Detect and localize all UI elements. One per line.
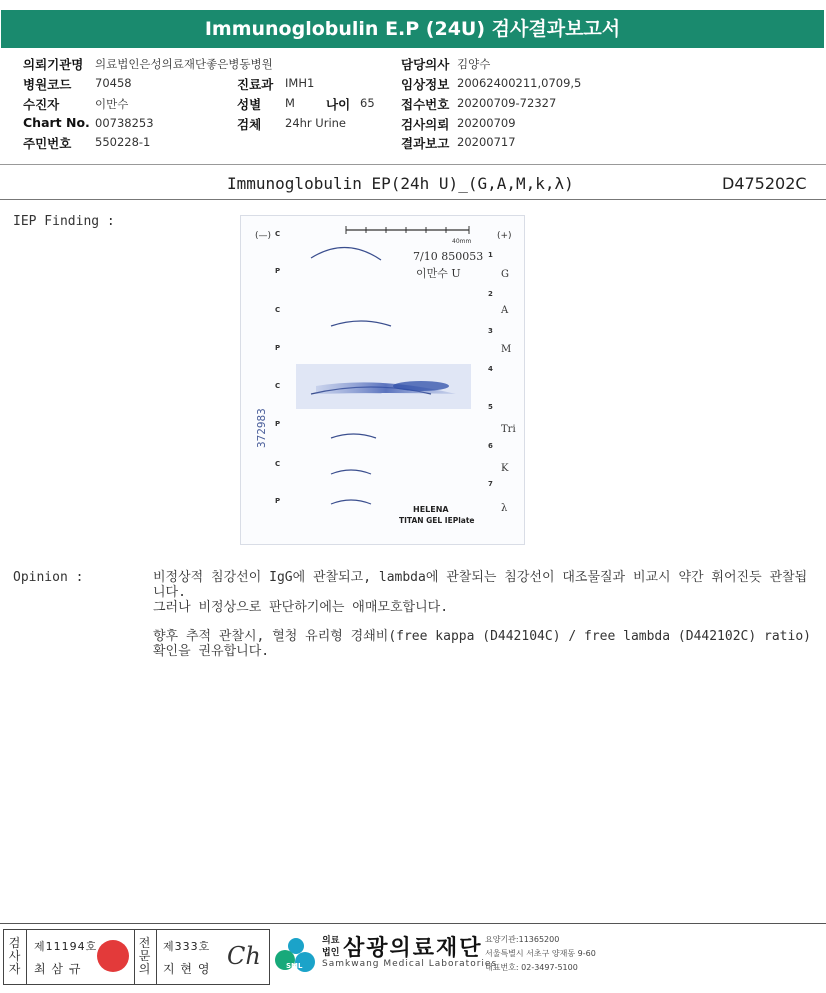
doctor-label: 담당의사 bbox=[401, 57, 450, 72]
antiserum-label: M bbox=[501, 344, 512, 355]
antiserum-label: A bbox=[501, 305, 509, 316]
patient-label: 수진자 bbox=[23, 97, 60, 112]
lane-number: 3 bbox=[488, 327, 493, 335]
footer-divider bbox=[0, 923, 826, 924]
specialist-license: 제333호 bbox=[163, 940, 211, 953]
examiner-label-text: 검 사 자 bbox=[8, 936, 21, 976]
gel-row-label: P bbox=[275, 420, 281, 428]
precipitin-arc bbox=[331, 500, 371, 504]
lane-number: 7 bbox=[488, 480, 493, 488]
handwritten-note: 7/10 850053 bbox=[413, 250, 484, 263]
gel-row-label: P bbox=[275, 267, 281, 275]
report-label: 결과보고 bbox=[401, 136, 450, 151]
hospital-value: 의료법인은성의료재단좋은병동병원 bbox=[95, 57, 273, 71]
receipt-value: 20200709-72327 bbox=[457, 96, 557, 110]
lane-number: 4 bbox=[488, 365, 493, 373]
id-value: 550228-1 bbox=[95, 135, 151, 149]
report-value: 20200717 bbox=[457, 135, 516, 149]
opinion-label: Opinion : bbox=[13, 570, 84, 585]
opinion-text bbox=[153, 570, 813, 673]
precipitin-arc bbox=[311, 247, 381, 260]
lane-number: 1 bbox=[488, 251, 493, 259]
examiner-label bbox=[6, 937, 23, 976]
iep-gel-image bbox=[240, 215, 525, 545]
code-label: 병원코드 bbox=[23, 77, 72, 92]
scale-bar bbox=[346, 226, 469, 234]
patient-value: 이만수 bbox=[95, 97, 129, 111]
precipitin-arc bbox=[331, 321, 391, 326]
sex-value: M bbox=[285, 96, 295, 110]
lane-number: 2 bbox=[488, 290, 493, 298]
receipt-label: 접수번호 bbox=[401, 97, 450, 112]
gel-plate bbox=[241, 216, 524, 544]
doctor-value: 김양수 bbox=[457, 57, 491, 71]
brand-product: TITAN GEL IEPlate bbox=[399, 516, 475, 525]
negative-pole: (—) bbox=[255, 231, 272, 241]
handwritten-name: 이만수 U bbox=[416, 267, 461, 280]
divider bbox=[0, 164, 826, 165]
request-label: 검사의뢰 bbox=[401, 117, 450, 132]
signature-box bbox=[3, 929, 270, 985]
precipitin-arc bbox=[331, 470, 371, 474]
antiserum-label: K bbox=[501, 463, 509, 474]
org-phone: 대표번호: 02-3497-5100 bbox=[485, 963, 578, 972]
clinical-label: 임상정보 bbox=[401, 77, 450, 92]
svg-text:SML: SML bbox=[286, 962, 303, 970]
side-id: 372983 bbox=[255, 408, 268, 448]
clinical-value: 20062400211,0709,5 bbox=[457, 76, 582, 90]
examiner-seal bbox=[97, 940, 129, 972]
scale-label: 40mm bbox=[452, 238, 472, 245]
patient-info bbox=[0, 52, 826, 164]
age-value: 65 bbox=[360, 96, 375, 110]
antiserum-label: Tri bbox=[501, 424, 516, 435]
org-prefix: 의료 bbox=[322, 936, 340, 946]
org-code: 요양기관:11365200 bbox=[485, 935, 560, 944]
gel-row-label: P bbox=[275, 344, 281, 352]
chart-label: Chart No. bbox=[23, 115, 90, 130]
lane-number: 6 bbox=[488, 442, 493, 450]
opinion-paragraph: 그러나 비정상으로 판단하기에는 애매모호합니다. bbox=[153, 600, 449, 615]
lane-number: 5 bbox=[488, 403, 493, 411]
code-value: 70458 bbox=[95, 76, 132, 90]
test-title: Immunoglobulin EP(24h U)_(G,A,M,k,λ) bbox=[227, 174, 574, 193]
opinion-paragraph: 비정상적 침강선이 IgG에 관찰되고, lambda에 관찰되는 침강선이 대조물질과 비교시 약간 휘어진듯 관찰됩니다. bbox=[153, 570, 808, 600]
specialist-label bbox=[136, 937, 153, 976]
gel-rows bbox=[275, 230, 516, 514]
antiserum-label: G bbox=[501, 269, 509, 280]
org-logo bbox=[273, 932, 319, 978]
gel-row-label: C bbox=[275, 230, 281, 238]
sex-label: 성별 bbox=[237, 97, 262, 112]
org-name: 삼광의료재단 bbox=[343, 936, 483, 961]
report-title: Immunoglobulin E.P (24U) 검사결과보고서 bbox=[204, 18, 621, 40]
gel-row-label: C bbox=[275, 306, 281, 314]
chart-value: 00738253 bbox=[95, 116, 154, 130]
specimen-label: 검체 bbox=[237, 117, 262, 132]
age-label: 나이 bbox=[326, 97, 351, 112]
gel-band bbox=[393, 381, 449, 391]
positive-pole: (+) bbox=[497, 231, 512, 241]
org-address: 서울특별시 서초구 양재동 9-60 bbox=[485, 949, 596, 958]
gel-row-label: C bbox=[275, 460, 281, 468]
logo-icon bbox=[273, 932, 319, 978]
opinion-paragraph: 향후 추적 관찰시, 혈청 유리형 경쇄비(free kappa (D442104C) / free lambda (D442102C) ratio)확인을 권유합니다. bbox=[153, 629, 811, 659]
org-prefix: 법인 bbox=[322, 948, 340, 958]
divider bbox=[0, 199, 826, 200]
specimen-value: 24hr Urine bbox=[285, 116, 347, 130]
brand-name: HELENA bbox=[413, 505, 449, 514]
gel-row-label: C bbox=[275, 382, 281, 390]
precipitin-arc bbox=[331, 434, 376, 438]
request-value: 20200709 bbox=[457, 116, 516, 130]
specialist-name: 지 현 영 bbox=[163, 962, 211, 976]
gel-row-label: P bbox=[275, 497, 281, 505]
dept-label: 진료과 bbox=[237, 77, 274, 92]
dept-value: IMH1 bbox=[285, 76, 315, 90]
examiner-name: 최 삼 규 bbox=[34, 962, 82, 976]
hospital-label: 의뢰기관명 bbox=[23, 57, 84, 72]
test-code: D475202C bbox=[722, 174, 807, 193]
specialist-signature: Ch bbox=[227, 942, 261, 970]
report-header bbox=[1, 10, 824, 48]
id-label: 주민번호 bbox=[23, 136, 72, 151]
examiner-license: 제11194호 bbox=[34, 940, 98, 953]
org-english: Samkwang Medical Laboratories bbox=[322, 959, 498, 969]
antiserum-label: λ bbox=[501, 503, 508, 514]
iep-finding-label: IEP Finding : bbox=[13, 214, 115, 229]
specialist-label-text: 전 문 의 bbox=[138, 936, 151, 976]
